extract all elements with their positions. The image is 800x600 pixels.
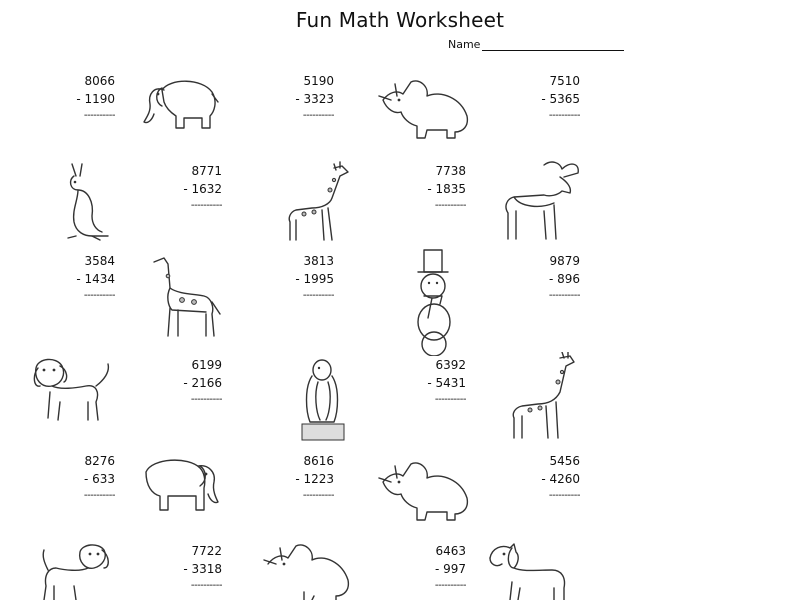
- problem-8: [518, 252, 580, 304]
- problem-1: [53, 72, 115, 124]
- problem-7: [272, 252, 334, 304]
- minuend: 7738: [435, 164, 466, 178]
- problem-15: [404, 542, 466, 594]
- name-field: [448, 38, 624, 51]
- minuend: 8616: [303, 454, 334, 468]
- giraffe-icon: [282, 160, 352, 244]
- subtrahend: - 633: [83, 472, 115, 486]
- minuend: 3584: [84, 254, 115, 268]
- minuend: 8066: [84, 74, 115, 88]
- penguin-icon: [298, 358, 350, 444]
- subtrahend: - 1434: [76, 272, 115, 286]
- moose-icon: [500, 155, 582, 241]
- kangaroo-icon: [62, 160, 114, 242]
- problem-6: [53, 252, 115, 304]
- subtrahend: - 896: [548, 272, 580, 286]
- triceratops-icon: [262, 540, 352, 600]
- subtrahend: - 1632: [183, 182, 222, 196]
- problem-13: [518, 452, 580, 504]
- answer-line: ----------: [190, 580, 222, 591]
- dog-icon: [40, 542, 116, 600]
- answer-line: ----------: [83, 110, 115, 121]
- answer-line: ----------: [434, 580, 466, 591]
- minuend: 6463: [435, 544, 466, 558]
- horse-icon: [484, 542, 570, 600]
- subtrahend: - 997: [434, 562, 466, 576]
- minuend: 8276: [84, 454, 115, 468]
- answer-line: ----------: [190, 394, 222, 405]
- minuend: 6392: [435, 358, 466, 372]
- elephant-icon: [140, 72, 222, 132]
- answer-line: ----------: [302, 490, 334, 501]
- name-line: [482, 38, 624, 51]
- subtrahend: - 1223: [295, 472, 334, 486]
- answer-line: ----------: [83, 290, 115, 301]
- answer-line: ----------: [434, 200, 466, 211]
- subtrahend: - 5431: [427, 376, 466, 390]
- subtrahend: - 5365: [541, 92, 580, 106]
- subtrahend: - 1835: [427, 182, 466, 196]
- answer-line: ----------: [548, 490, 580, 501]
- problem-4: [160, 162, 222, 214]
- minuend: 6199: [191, 358, 222, 372]
- subtrahend: - 2166: [183, 376, 222, 390]
- minuend: 7722: [191, 544, 222, 558]
- minuend: 7510: [549, 74, 580, 88]
- answer-line: ----------: [548, 290, 580, 301]
- problem-3: [518, 72, 580, 124]
- answer-line: ----------: [190, 200, 222, 211]
- subtrahend: - 3318: [183, 562, 222, 576]
- triceratops-icon: [375, 72, 475, 142]
- minuend: 8771: [191, 164, 222, 178]
- giraffe-icon: [148, 252, 222, 338]
- triceratops-icon: [375, 452, 475, 524]
- subtrahend: - 3323: [295, 92, 334, 106]
- elephant-icon: [138, 452, 222, 516]
- problem-2: [272, 72, 334, 124]
- subtrahend: - 1190: [76, 92, 115, 106]
- problem-12: [272, 452, 334, 504]
- name-label: Name: [448, 38, 481, 51]
- minuend: 3813: [303, 254, 334, 268]
- minuend: 9879: [549, 254, 580, 268]
- worksheet-title: Fun Math Worksheet: [295, 8, 505, 32]
- minuend: 5456: [549, 454, 580, 468]
- minuend: 5190: [303, 74, 334, 88]
- giraffe-icon: [506, 352, 578, 440]
- problem-9: [160, 356, 222, 408]
- problem-11: [53, 452, 115, 504]
- subtrahend: - 1995: [295, 272, 334, 286]
- answer-line: ----------: [302, 110, 334, 121]
- subtrahend: - 4260: [541, 472, 580, 486]
- dog-icon: [30, 356, 114, 428]
- answer-line: ----------: [434, 394, 466, 405]
- problem-10: [404, 356, 466, 408]
- answer-line: ----------: [83, 490, 115, 501]
- answer-line: ----------: [302, 290, 334, 301]
- problem-14: [160, 542, 222, 594]
- problem-5: [404, 162, 466, 214]
- answer-line: ----------: [548, 110, 580, 121]
- snowman-icon: [410, 248, 458, 356]
